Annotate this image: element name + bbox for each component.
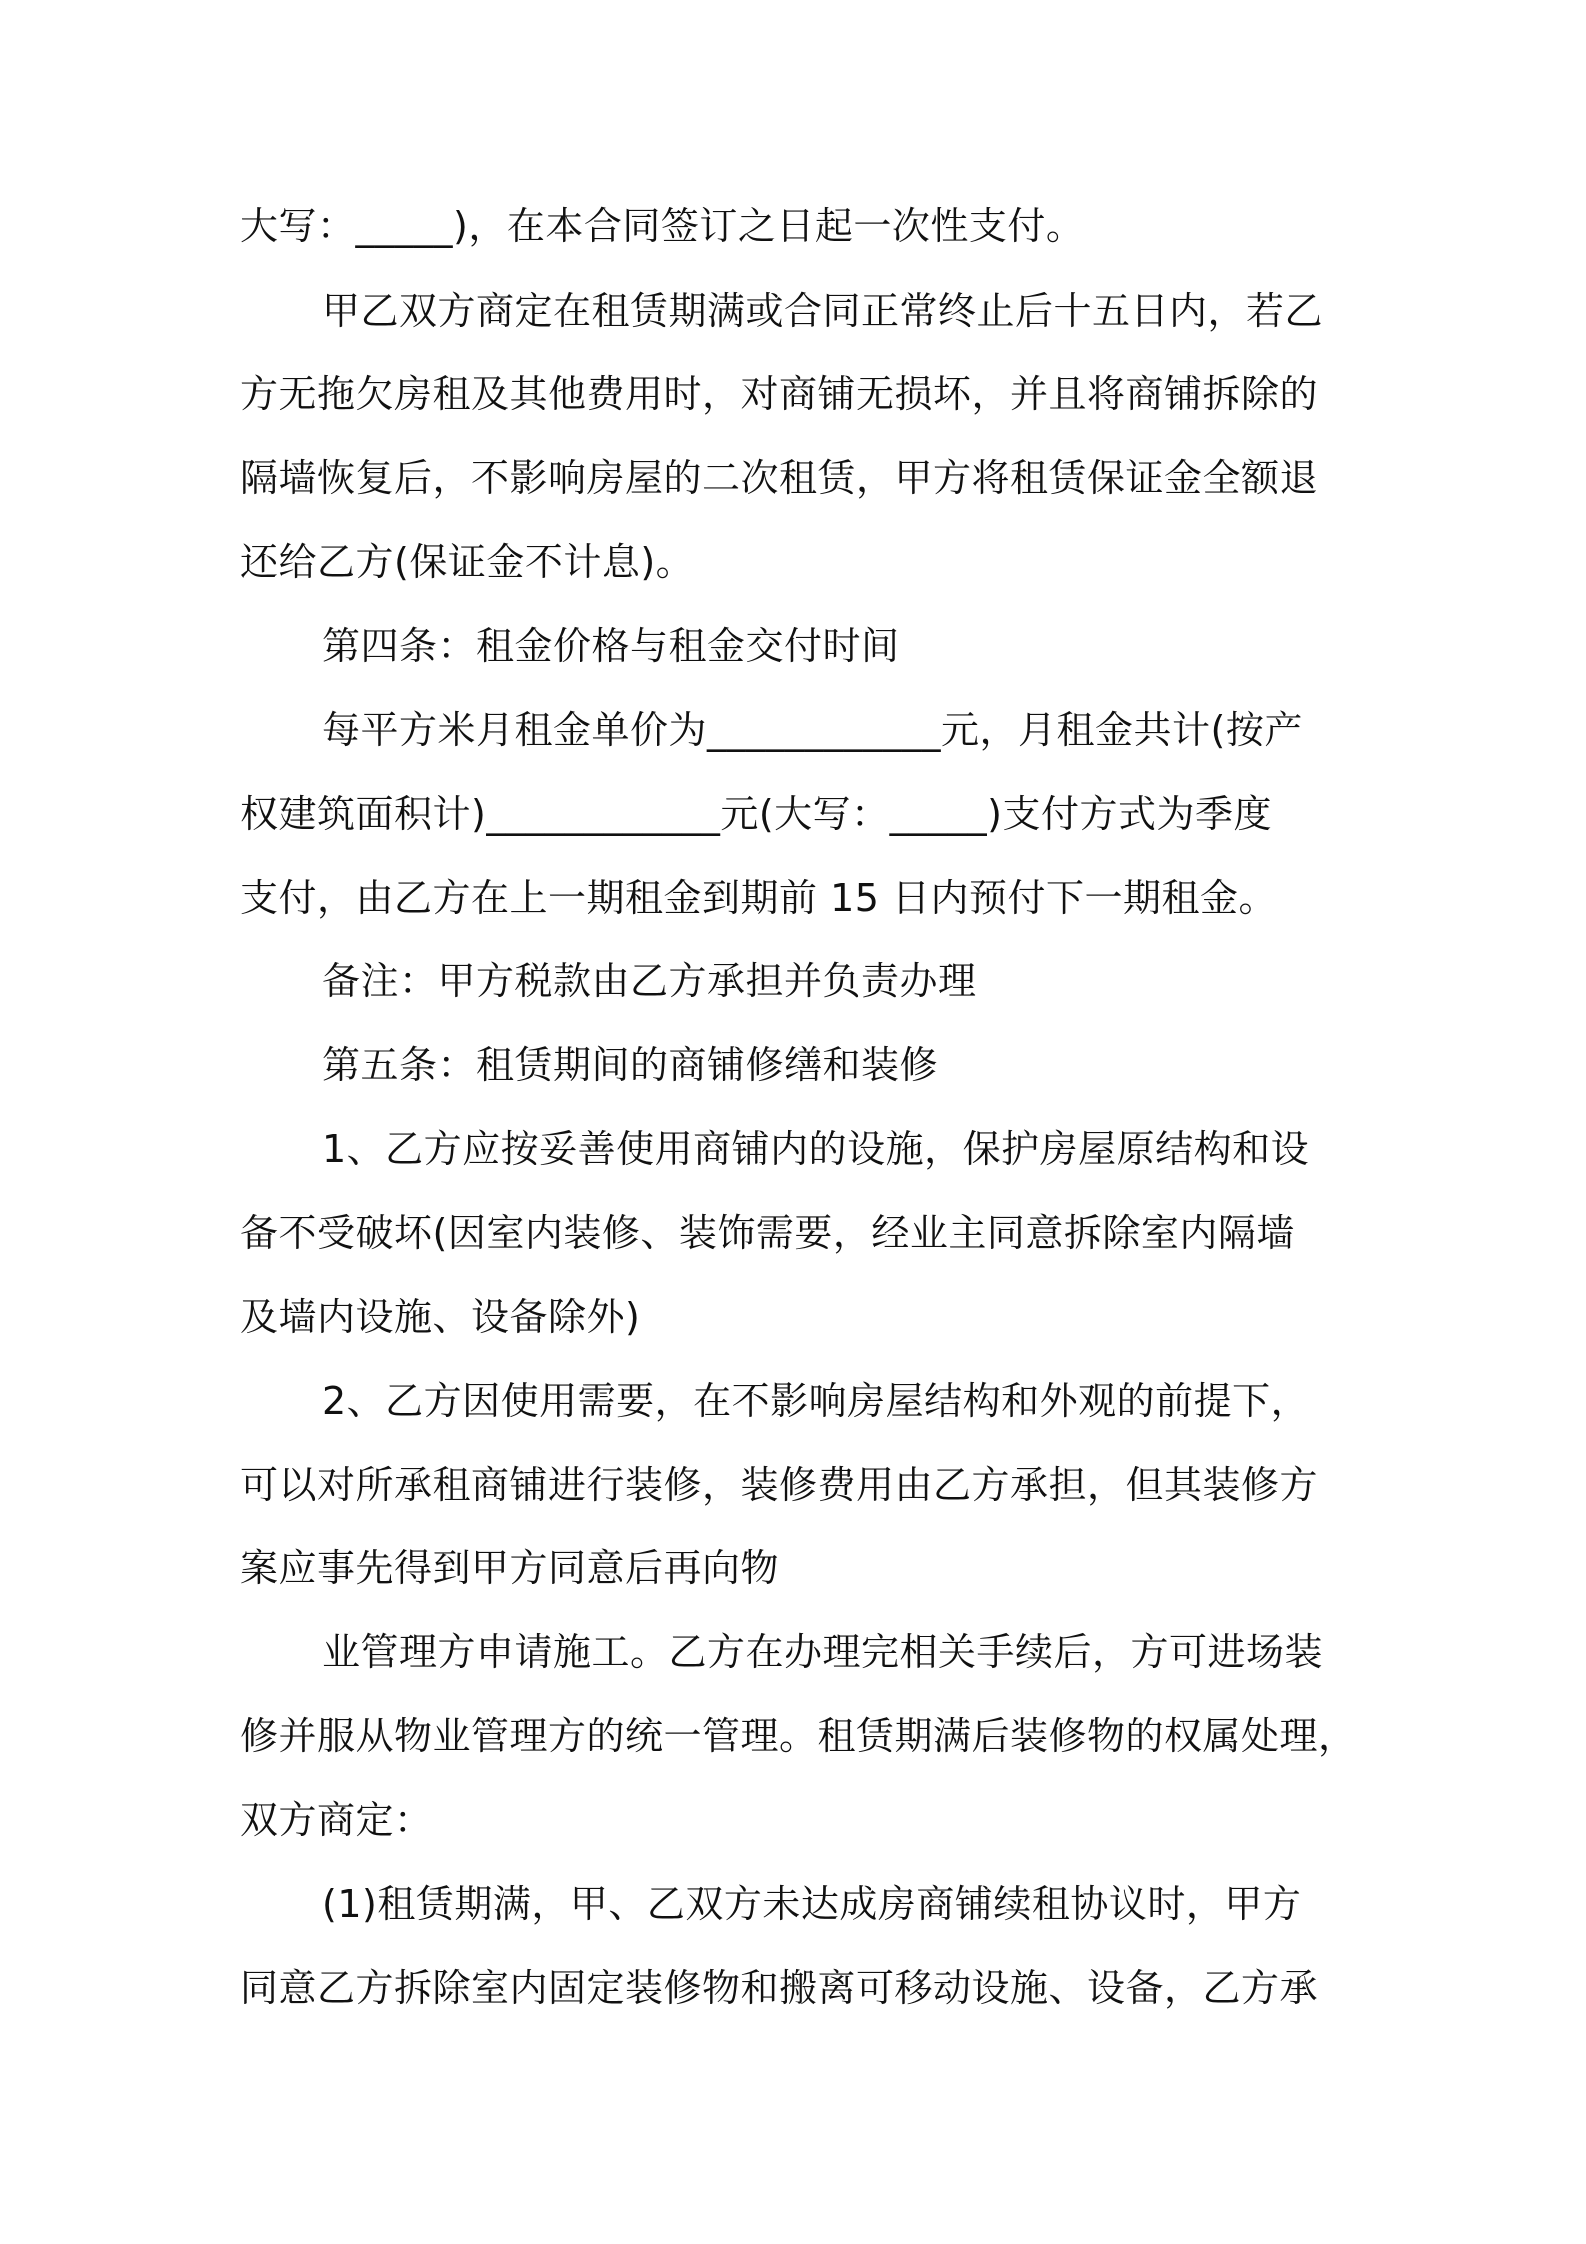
text-line-tax-note: 备注：甲方税款由乙方承担并负责办理 [322, 959, 977, 1003]
text-line-rent-price-1: 每平方米月租金单价为____________元，月租金共计(按产 [322, 708, 1303, 752]
text-line-clause-two-6: 双方商定： [240, 1798, 433, 1842]
article-four-heading: 第四条：租金价格与租金交付时间 [322, 624, 900, 668]
text-line-clause-one-3: 及墙内设施、设备除外) [240, 1295, 641, 1339]
text-line-clause-two-2: 可以对所承租商铺进行装修，装修费用由乙方承担，但其装修方 [240, 1463, 1319, 1507]
text-line-clause-two-5: 修并服从物业管理方的统一管理。租赁期满后装修物的权属处理， [240, 1714, 1357, 1758]
text-line-subclause-one-1: (1)租赁期满，甲、乙双方未达成房商铺续租协议时，甲方 [322, 1882, 1302, 1926]
article-five-heading: 第五条：租赁期间的商铺修缮和装修 [322, 1043, 939, 1087]
text-line-clause-one-2: 备不受破坏(因室内装修、装饰需要，经业主同意拆除室内隔墙 [240, 1211, 1295, 1255]
text-line-clause-two-3: 案应事先得到甲方同意后再向物 [240, 1546, 780, 1590]
text-line-deposit-return-4: 还给乙方(保证金不计息)。 [240, 540, 695, 584]
text-line-subclause-one-2: 同意乙方拆除室内固定装修物和搬离可移动设施、设备，乙方承 [240, 1966, 1319, 2010]
text-line-deposit-return-3: 隔墙恢复后，不影响房屋的二次租赁，甲方将租赁保证金全额退 [240, 456, 1319, 500]
text-line-clause-two-4: 业管理方申请施工。乙方在办理完相关手续后，方可进场装 [322, 1630, 1324, 1674]
text-line-rent-price-3: 支付，由乙方在上一期租金到期前 15 日内预付下一期租金。 [240, 876, 1278, 920]
text-line-deposit-return-2: 方无拖欠房租及其他费用时，对商铺无损坏，并且将商铺拆除的 [240, 372, 1319, 416]
text-line-payment-note: 大写：_____)，在本合同签订之日起一次性支付。 [240, 204, 1085, 248]
text-line-rent-price-2: 权建筑面积计)____________元(大写：_____)支付方式为季度 [240, 792, 1272, 836]
text-line-deposit-return-1: 甲乙双方商定在租赁期满或合同正常终止后十五日内，若乙 [322, 289, 1324, 333]
text-line-clause-one-1: 1、乙方应按妥善使用商铺内的设施，保护房屋原结构和设 [322, 1127, 1310, 1171]
text-line-clause-two-1: 2、乙方因使用需要，在不影响房屋结构和外观的前提下， [322, 1379, 1310, 1423]
